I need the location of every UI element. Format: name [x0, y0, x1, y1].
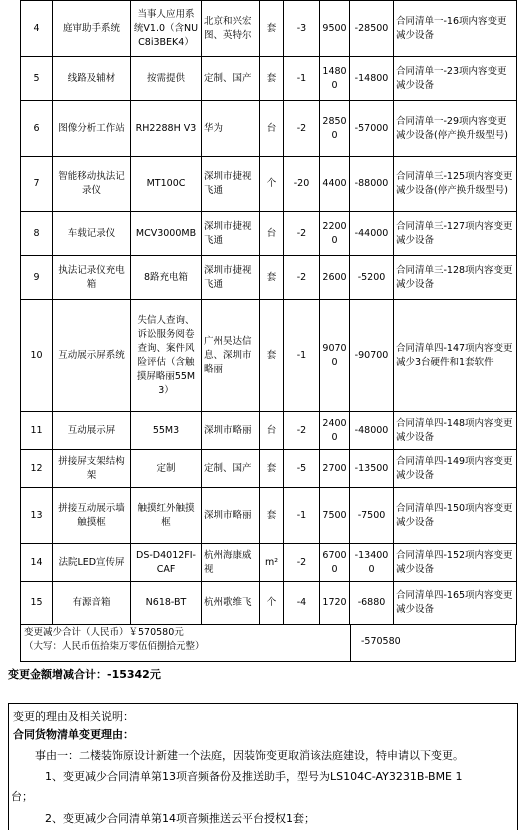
summary-right-amount: -570580 [361, 636, 401, 647]
item-model: 按需提供 [131, 57, 202, 101]
item-unit: 套 [260, 57, 284, 101]
item-brand: 定制、国产 [202, 450, 260, 488]
item-name: 庭审助手系统 [53, 1, 131, 57]
table-row [21, 256, 517, 300]
item-brand: 华为 [202, 101, 260, 157]
item-model: 触摸红外触摸框 [131, 488, 202, 544]
item-number: 9 [21, 256, 53, 300]
item-note: 合同清单三-125项内容变更减少设备(停产换升级型号) [394, 157, 517, 212]
item-unit: 个 [260, 582, 284, 625]
reason-line-1: 事由一：二楼装饰原设计新建一个法庭，因装饰变更取消该法庭建设，特申请以下变更。 [35, 749, 464, 762]
item-model: N618-BT [131, 582, 202, 625]
item-name: 线路及辅材 [53, 57, 131, 101]
item-quantity: -20 [284, 157, 320, 212]
item-amount: -48000 [350, 412, 394, 450]
item-brand: 定制、国产 [202, 57, 260, 101]
item-name: 有源音箱 [53, 582, 131, 625]
item-brand: 北京和兴宏图、英特尔 [202, 1, 260, 57]
reason-heading: 变更的理由及相关说明： [13, 710, 134, 723]
item-model: DS-D4012FI-CAF [131, 544, 202, 582]
item-number: 15 [21, 582, 53, 625]
item-note: 合同清单一-29项内容变更减少设备(停产换升级型号) [394, 101, 517, 157]
item-quantity: -3 [284, 1, 320, 57]
item-amount: -7500 [350, 488, 394, 544]
item-price: 4400 [320, 157, 350, 212]
item-brand: 杭州海康威视 [202, 544, 260, 582]
item-price: 24000 [320, 412, 350, 450]
table-row [21, 582, 517, 625]
table-row [21, 1, 517, 57]
item-model: 8路充电箱 [131, 256, 202, 300]
item-price: 22000 [320, 212, 350, 256]
item-brand: 深圳市捷视飞通 [202, 157, 260, 212]
item-name: 拼接屏支架结构架 [53, 450, 131, 488]
item-name: 拼接互动展示墙触摸框 [53, 488, 131, 544]
item-note: 合同清单四-148项内容变更减少设备 [394, 412, 517, 450]
item-number: 7 [21, 157, 53, 212]
item-price: 7500 [320, 488, 350, 544]
item-unit: 套 [260, 256, 284, 300]
item-price: 90700 [320, 300, 350, 412]
item-note: 合同清单四-147项内容变更减少3台硬件和1套软件 [394, 300, 517, 412]
item-quantity: -2 [284, 101, 320, 157]
item-name: 互动展示屏 [53, 412, 131, 450]
reason-line-2: 1、变更减少合同清单第13项音频备份及推送助手，型号为LS104C-AY3231B-BME 1 [45, 770, 463, 783]
item-price: 2700 [320, 450, 350, 488]
item-unit: 台 [260, 101, 284, 157]
item-quantity: -2 [284, 212, 320, 256]
item-model: MT100C [131, 157, 202, 212]
item-quantity: -5 [284, 450, 320, 488]
item-number: 5 [21, 57, 53, 101]
table-row [21, 212, 517, 256]
table-row [21, 450, 517, 488]
item-amount: -134000 [350, 544, 394, 582]
item-brand: 深圳市捷视飞通 [202, 256, 260, 300]
summary-amount-text: 变更减少合计（人民币）￥570580元 [24, 627, 184, 638]
item-amount: -90700 [350, 300, 394, 412]
item-brand: 深圳市略丽 [202, 412, 260, 450]
item-note: 合同清单一-23项内容变更减少设备 [394, 57, 517, 101]
item-unit: 套 [260, 300, 284, 412]
item-price: 2600 [320, 256, 350, 300]
item-name: 法院LED宣传屏 [53, 544, 131, 582]
table-row [21, 57, 517, 101]
item-number: 4 [21, 1, 53, 57]
item-amount: -44000 [350, 212, 394, 256]
item-name: 车载记录仪 [53, 212, 131, 256]
item-model: RH2288H V3 [131, 101, 202, 157]
item-note: 合同清单四-150项内容变更减少设备 [394, 488, 517, 544]
item-unit: 套 [260, 450, 284, 488]
item-note: 合同清单四-152项内容变更减少设备 [394, 544, 517, 582]
item-number: 13 [21, 488, 53, 544]
item-quantity: -1 [284, 57, 320, 101]
summary-amount-words: （大写：人民币伍拾柒万零伍佰捌拾元整） [24, 641, 205, 652]
item-brand: 广州昊达信息、深圳市略丽 [202, 300, 260, 412]
item-model: 定制 [131, 450, 202, 488]
item-note: 合同清单三-128项内容变更减少设备 [394, 256, 517, 300]
item-unit: 台 [260, 212, 284, 256]
item-note: 合同清单三-127项内容变更减少设备 [394, 212, 517, 256]
item-amount: -88000 [350, 157, 394, 212]
item-name: 图像分析工作站 [53, 101, 131, 157]
item-number: 8 [21, 212, 53, 256]
reason-section [8, 703, 518, 830]
change-items-table [20, 0, 517, 625]
reason-line-2-cont: 台； [11, 790, 33, 803]
item-model: 55M3 [131, 412, 202, 450]
item-price: 14800 [320, 57, 350, 101]
item-note: 合同清单一-16项内容变更减少设备 [394, 1, 517, 57]
item-unit: 套 [260, 488, 284, 544]
item-note: 合同清单四-149项内容变更减少设备 [394, 450, 517, 488]
table-row [21, 412, 517, 450]
item-price: 67000 [320, 544, 350, 582]
total-change-amount: 变更金额增减合计：-15342元 [8, 668, 161, 681]
item-name: 执法记录仪充电箱 [53, 256, 131, 300]
item-unit: 个 [260, 157, 284, 212]
item-quantity: -2 [284, 544, 320, 582]
summary-row [20, 624, 516, 662]
item-amount: -5200 [350, 256, 394, 300]
item-number: 12 [21, 450, 53, 488]
item-name: 互动展示屏系统 [53, 300, 131, 412]
item-quantity: -2 [284, 412, 320, 450]
reason-subheading: 合同货物清单变更理由： [13, 728, 134, 741]
item-amount: -57000 [350, 101, 394, 157]
item-number: 11 [21, 412, 53, 450]
item-amount: -28500 [350, 1, 394, 57]
item-unit: 台 [260, 412, 284, 450]
table-row [21, 157, 517, 212]
item-price: 1720 [320, 582, 350, 625]
table-row [21, 300, 517, 412]
item-amount: -6880 [350, 582, 394, 625]
item-number: 6 [21, 101, 53, 157]
item-brand: 深圳市略丽 [202, 488, 260, 544]
item-quantity: -1 [284, 488, 320, 544]
item-number: 14 [21, 544, 53, 582]
item-quantity: -1 [284, 300, 320, 412]
table-body [21, 1, 517, 625]
item-amount: -14800 [350, 57, 394, 101]
item-model: MCV3000MB [131, 212, 202, 256]
table-row [21, 544, 517, 582]
item-price: 9500 [320, 1, 350, 57]
table-row [21, 101, 517, 157]
item-note: 合同清单四-165项内容变更减少设备 [394, 582, 517, 625]
summary-left [21, 624, 351, 661]
item-brand: 深圳市捷视飞通 [202, 212, 260, 256]
item-quantity: -2 [284, 256, 320, 300]
reason-line-3: 2、变更减少合同清单第14项音频推送云平台授权1套； [45, 812, 315, 825]
item-amount: -13500 [350, 450, 394, 488]
table-row [21, 488, 517, 544]
item-model: 失信人查询、诉讼服务阅卷查询、案件风险评估（含触摸屏略丽55M3） [131, 300, 202, 412]
item-number: 10 [21, 300, 53, 412]
item-model: 当事人应用系统V1.0（含NUC8i3BEK4） [131, 1, 202, 57]
item-quantity: -4 [284, 582, 320, 625]
item-unit: 套 [260, 1, 284, 57]
item-name: 智能移动执法记录仪 [53, 157, 131, 212]
item-unit: m² [260, 544, 284, 582]
item-price: 28500 [320, 101, 350, 157]
item-brand: 杭州歌维飞 [202, 582, 260, 625]
